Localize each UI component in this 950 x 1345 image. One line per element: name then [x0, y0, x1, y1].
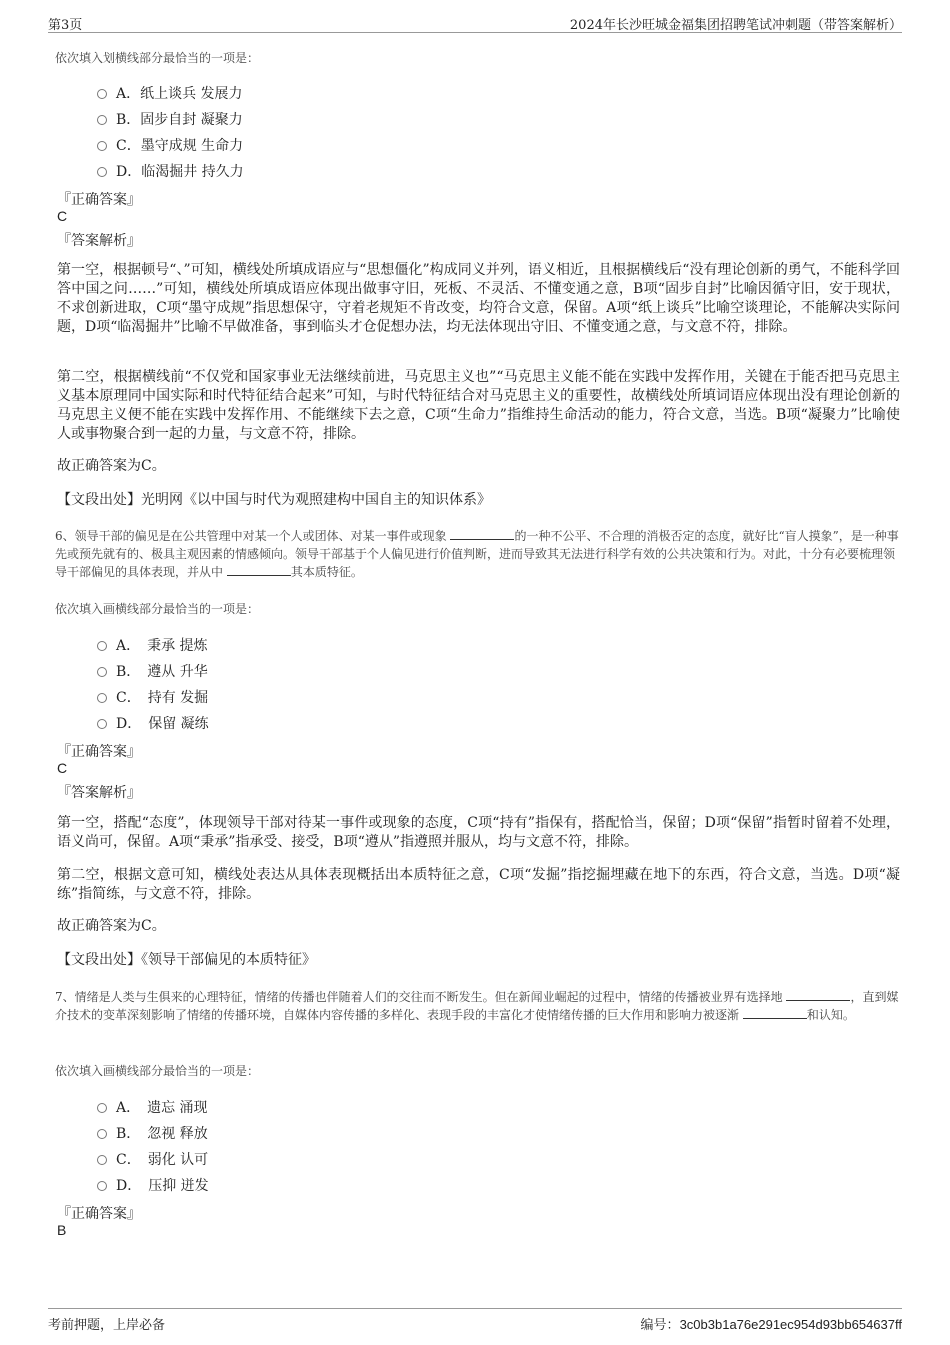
q7-prompt: 依次填入画横线部分最恰当的一项是： [55, 1064, 260, 1078]
radio-icon[interactable] [97, 693, 107, 703]
q7-option-b[interactable]: B． 忽视 释放 [97, 1123, 208, 1143]
radio-icon[interactable] [97, 1155, 107, 1165]
q5-source: 【文段出处】光明网《以中国与时代为观照建构中国自主的知识体系》 [57, 492, 491, 508]
q6-source: 【文段出处】《领导干部偏见的本质特征》 [57, 952, 316, 968]
q6-option-a[interactable]: A． 秉承 提炼 [97, 635, 208, 655]
q6-option-b[interactable]: B． 遵从 升华 [97, 661, 208, 681]
q6-stem: 6、领导干部的偏见是在公共管理中对某一个人或团体、对某一事件或现象 的一种不公平、不合理的消极否定的态度，就好比“盲人摸象”，是一种事先或预先就有的、极具主观因素的情感倾向。领导干部基于个人偏见进行价值判断，进而导致其无法进行科学有效的公共决策和行为。对此，十分有必要梳理领导干部偏见的具体表现，并从中 其本质特征。 [55, 529, 899, 579]
q5-answer: C [57, 208, 68, 224]
q6-analysis-p1: 第一空，搭配“态度”，体现领导干部对待某一事件或现象的态度，C项“持有”指保有，搭配恰当，保留；D项“保留”指暂时留着不处理，语义尚可，保留。A项“秉承”指承受、接受，B项“遵从”指遵照并服从，均与文意不符，排除。 [57, 815, 900, 850]
q7-answer: B [57, 1222, 67, 1238]
radio-icon[interactable] [97, 1181, 107, 1191]
q6-prompt: 依次填入画横线部分最恰当的一项是： [55, 602, 260, 616]
q5-analysis-p1: 第一空，根据顿号“、”可知，横线处所填成语应与“思想僵化”构成同义并列，语义相近，且根据横线后“没有理论创新的勇气，不能科学回答中国之问……”可知，横线处所填成语应体现出做事守旧，死板、不灵活、不懂变通之意，B项“固步自封”比喻因循守旧，安于现状，不求创新进取，C项“墨守成规”指思想保守，守着老规矩不肯改变，均符合文意，保留。A项“纸上谈兵”比喻空谈理论，不能解决实际问题，D项“临渴掘井”比喻不早做准备，事到临头才仓促想办法，均无法体现出守旧、不懂变通之意，与文意不符，排除。 [57, 262, 900, 335]
q7-option-d[interactable]: D． 压抑 迸发 [97, 1175, 209, 1195]
radio-icon[interactable] [97, 719, 107, 729]
q5-prompt: 依次填入划横线部分最恰当的一项是： [55, 51, 260, 65]
q7-option-a[interactable]: A． 遗忘 涌现 [97, 1097, 208, 1117]
q6-conclusion: 故正确答案为C。 [57, 918, 166, 934]
q6-answer: C [57, 760, 68, 776]
radio-icon[interactable] [97, 667, 107, 677]
page-footer [48, 1308, 902, 1331]
q6-analysis-label: 『答案解析』 [57, 785, 141, 801]
document-title: 2024年长沙旺城金福集团招聘笔试冲刺题（带答案解析） [569, 18, 902, 33]
q7-stem: 7、情绪是人类与生俱来的心理特征，情绪的传播也伴随着人们的交往而不断发生。但在新闻业崛起的过程中，情绪的传播被业界有选择地 ，直到媒介技术的变革深刻影响了情绪的传播环境，自媒体内容传播的多样化、表现手段的丰富化才使情绪传播的巨大作用和影响力被逐渐 和认知。 [55, 990, 899, 1022]
q7-answer-label: 『正确答案』 [57, 1206, 141, 1222]
q5-answer-label: 『正确答案』 [57, 192, 141, 208]
page-number: 第3页 [48, 18, 83, 33]
q5-analysis-label: 『答案解析』 [57, 233, 141, 249]
blank-line [450, 539, 514, 540]
q5-option-c[interactable]: C．墨守成规 生命力 [97, 135, 243, 155]
radio-icon[interactable] [97, 1103, 107, 1113]
q5-option-b[interactable]: B．固步自封 凝聚力 [97, 109, 243, 129]
radio-icon[interactable] [97, 141, 107, 151]
radio-icon[interactable] [97, 167, 107, 177]
radio-icon[interactable] [97, 89, 107, 99]
q5-option-d[interactable]: D．临渴掘井 持久力 [97, 161, 244, 181]
q5-option-a[interactable]: A．纸上谈兵 发展力 [97, 83, 243, 103]
blank-line [786, 1000, 850, 1001]
q6-analysis-p2: 第二空，根据文意可知，横线处表达从具体表现概括出本质特征之意，C项“发掘”指挖掘埋藏在地下的东西，符合文意，当选。D项“凝练”指简练，与文意不符，排除。 [57, 867, 900, 902]
q6-option-d[interactable]: D． 保留 凝练 [97, 713, 209, 733]
blank-line [743, 1018, 807, 1019]
blank-line [227, 575, 291, 576]
q6-answer-label: 『正确答案』 [57, 744, 141, 760]
q5-conclusion: 故正确答案为C。 [57, 458, 166, 474]
radio-icon[interactable] [97, 641, 107, 651]
q7-option-c[interactable]: C． 弱化 认可 [97, 1149, 208, 1169]
q5-analysis-p2: 第二空，根据横线前“不仅党和国家事业无法继续前进，马克思主义也”“马克思主义能不能在实践中发挥作用，关键在于能否把马克思主义基本原理同中国实际和时代特征结合起来”可知，与时代特征结合对马克思主义的重要性，故横线处所填词语应体现出没有理论创新的马克思主义便不能在实践中发挥作用、不能继续下去之意，C项“生命力”指维持生命活动的能力，符合文意，当选。B项“凝聚力”比喻使人或事物聚合到一起的力量，与文意不符，排除。 [57, 369, 900, 442]
q6-option-c[interactable]: C． 持有 发掘 [97, 687, 208, 707]
document-id: 编号：3c0b3b1a76e291ec954d93bb654637ff [640, 1317, 902, 1333]
radio-icon[interactable] [97, 115, 107, 125]
radio-icon[interactable] [97, 1129, 107, 1139]
footer-slogan: 考前押题，上岸必备 [48, 1318, 166, 1333]
page-header [48, 12, 902, 33]
